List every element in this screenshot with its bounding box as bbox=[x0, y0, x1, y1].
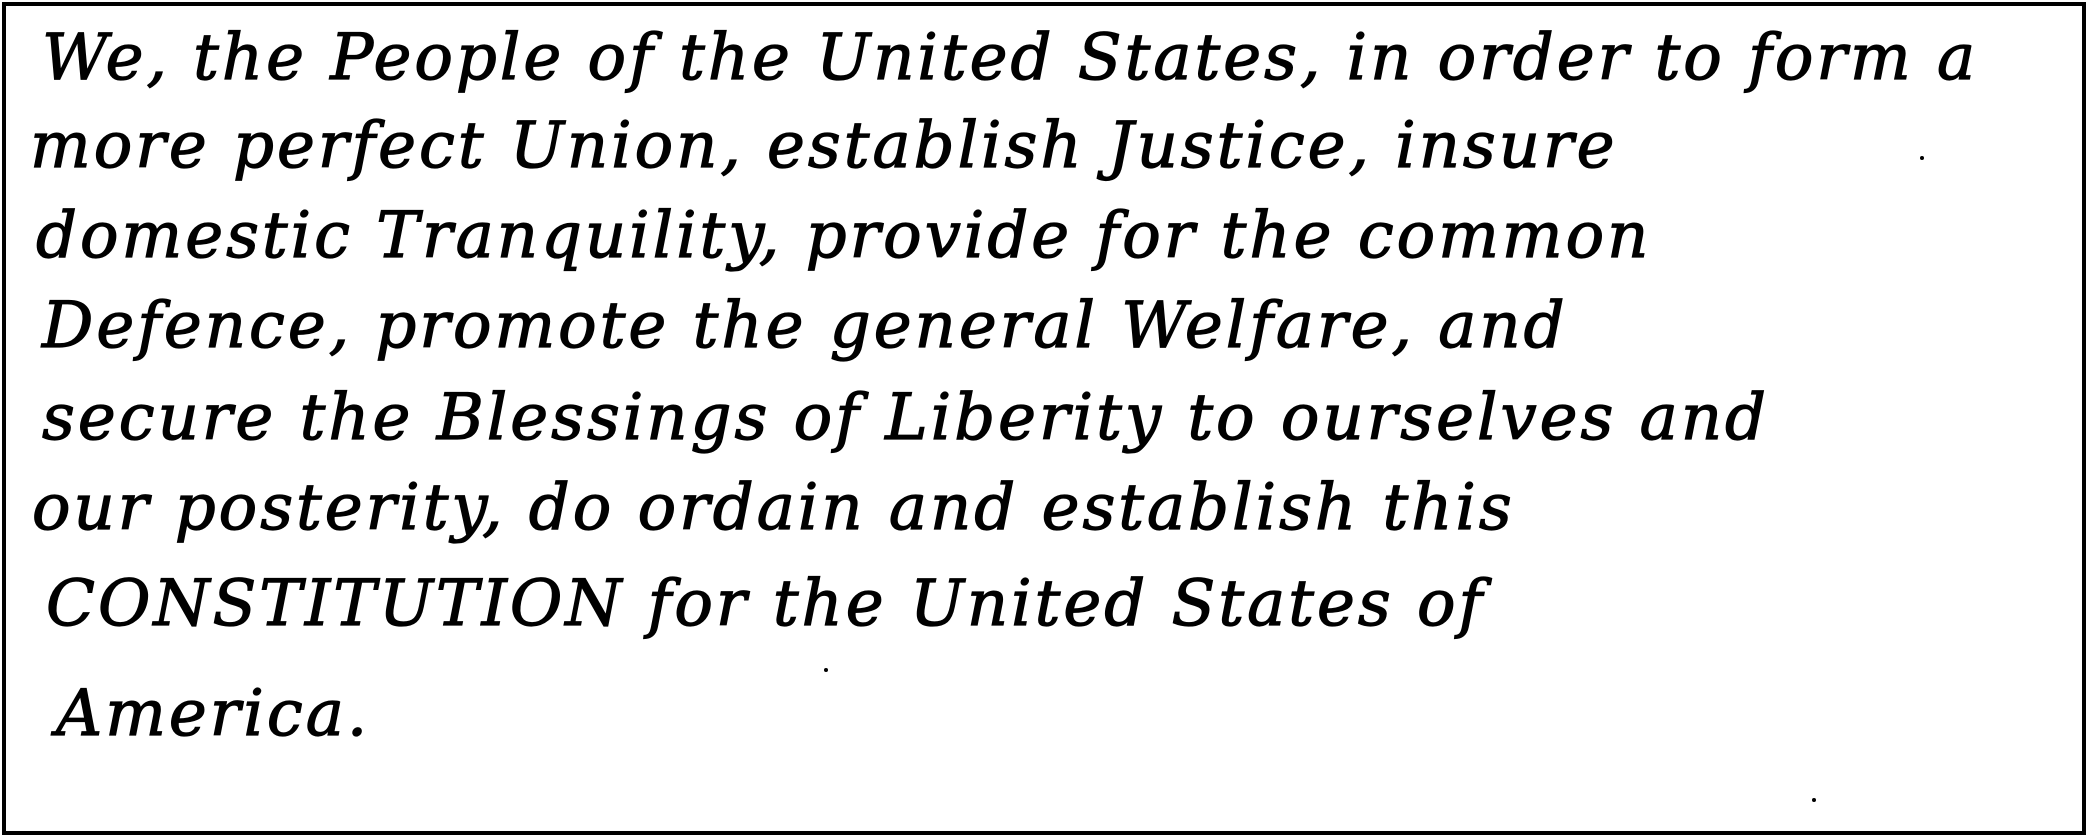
text-line-8: America. bbox=[56, 677, 371, 751]
text-line-4: Defence, promote the general Welfare, and bbox=[42, 289, 1568, 363]
text-line-1: We, the People of the United States, in order to form a bbox=[42, 21, 1979, 95]
ink-speck bbox=[1920, 156, 1924, 160]
text-line-6: our posterity, do ordain and establish this bbox=[32, 471, 1515, 545]
text-line-7: CONSTITUTION for the United States of bbox=[46, 567, 1486, 641]
handwritten-note bbox=[2, 2, 2086, 835]
ink-speck bbox=[824, 668, 828, 672]
ink-speck bbox=[1812, 798, 1816, 802]
text-line-3: domestic Tranquility, provide for the common bbox=[36, 199, 1652, 273]
text-line-5: secure the Blessings of Liberity to ourselves and bbox=[42, 381, 1769, 455]
text-line-2: more perfect Union, establish Justice, insure bbox=[30, 109, 1618, 183]
